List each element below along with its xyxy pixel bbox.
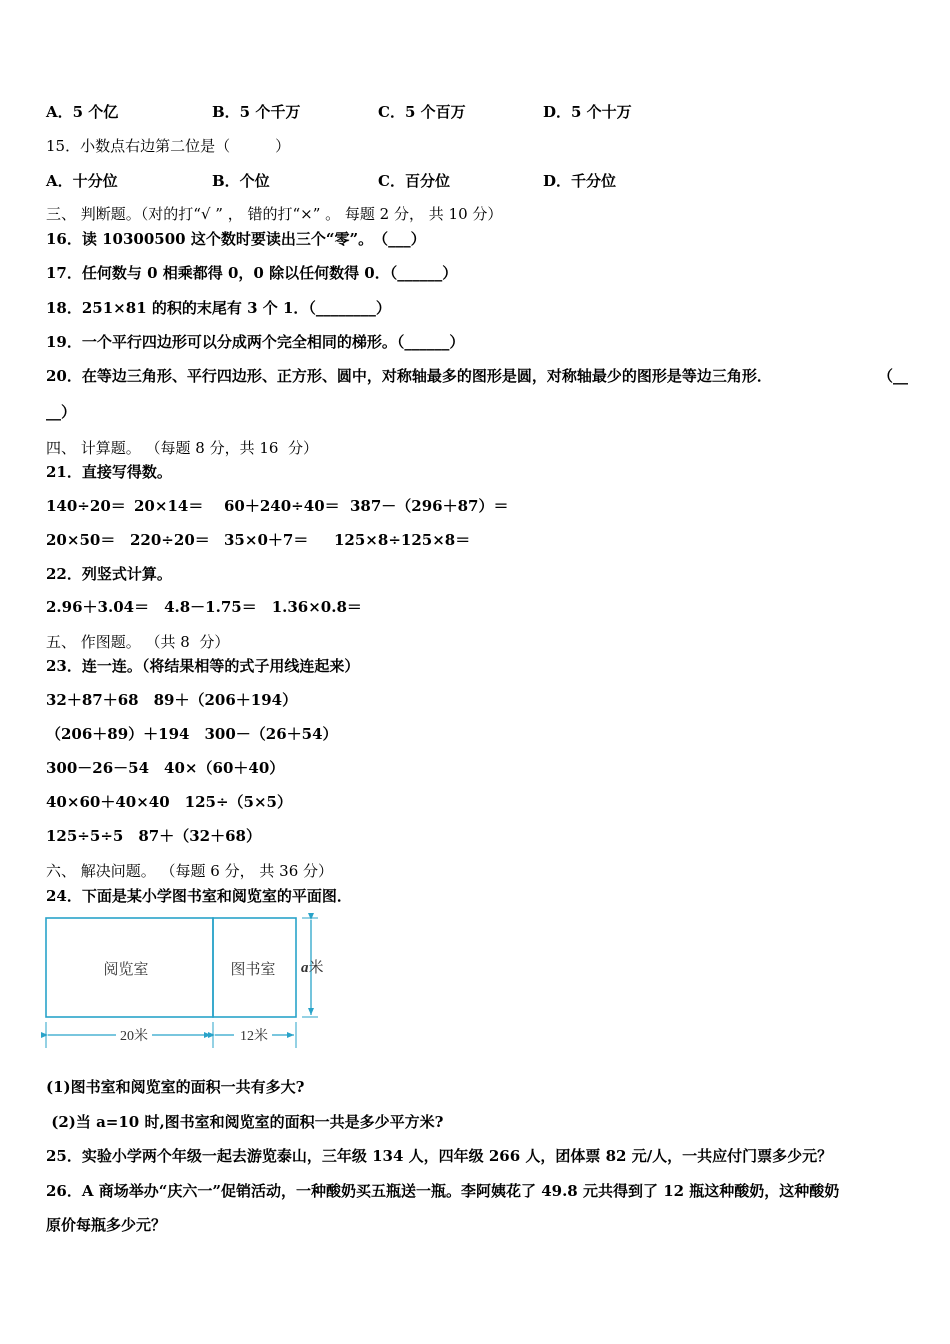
q14-option-c: C．5 个百万 — [378, 103, 466, 121]
width-a-label: 20米 — [120, 1029, 148, 1044]
q26-line1: 26．A 商场举办“庆六一”促销活动，一种酸奶买五瓶送一瓶。李阿姨花了 49.8 元共得到了 12 瓶这种酸奶，这种酸奶 — [46, 1182, 840, 1200]
height-label — [301, 959, 324, 976]
section5-heading: 五、 作图题。 （共 8 分） — [46, 633, 230, 651]
q23-pair-5: 125÷5÷5 87＋（32＋68） — [46, 827, 261, 845]
q20-blank-start: （__ — [878, 367, 909, 385]
width-b-label: 12米 — [240, 1029, 268, 1044]
q24-part1: (1)图书室和阅览室的面积一共有多大? — [46, 1078, 305, 1096]
q14-option-d: D．5 个十万 — [543, 103, 632, 121]
q21-r2-c4: 125×8÷125×8＝ — [334, 531, 471, 549]
q20-line1: 20．在等边三角形、平行四边形、正方形、圆中，对称轴最多的图形是圆，对称轴最少的图形是等边三角形． — [46, 367, 772, 385]
q20-line2: __） — [46, 403, 77, 421]
q18: 18．251×81 的积的末尾有 3 个 1．（________） — [46, 299, 391, 317]
q26-line2: 原价每瓶多少元？ — [46, 1216, 167, 1234]
section3-heading: 三、 判断题。（对的打“√ ” ， 错的打“×” 。 每题 2 分， 共 10 分） — [46, 205, 503, 223]
height-var: a — [301, 960, 309, 976]
section4-heading: 四、 计算题。 （每题 8 分，共 16 分） — [46, 439, 319, 457]
q15-option-a: A．十分位 — [46, 172, 118, 190]
section6-heading: 六、 解决问题。 （每题 6 分， 共 36 分） — [46, 862, 334, 880]
q21-r1-c1: 140÷20＝ — [46, 497, 126, 515]
q23-pair-4: 40×60＋40×40 125÷（5×5） — [46, 793, 292, 811]
q23-pair-3: 300－26－54 40×（60＋40） — [46, 759, 285, 777]
q21-r1-c3: 60＋240÷40＝ — [224, 497, 340, 515]
height-unit: 米 — [308, 960, 324, 976]
q19: 19．一个平行四边形可以分成两个完全相同的梯形。（______） — [46, 333, 465, 351]
floor-plan-diagram — [40, 910, 340, 1059]
q14-option-b: B．5 个千万 — [212, 103, 301, 121]
q24: 24．下面是某小学图书室和阅览室的平面图． — [46, 887, 352, 905]
q21-r2-c2: 220÷20＝ — [130, 531, 210, 549]
q22-row: 2.96＋3.04＝ 4.8－1.75＝ 1.36×0.8＝ — [46, 598, 362, 616]
q22: 22．列竖式计算。 — [46, 565, 172, 583]
q21: 21．直接写得数。 — [46, 463, 172, 481]
library-label: 图书室 — [230, 962, 276, 978]
q21-r2-c3: 35×0＋7＝ — [224, 531, 309, 549]
q23-pair-1: 32＋87＋68 89＋（206＋194） — [46, 691, 298, 709]
q21-r1-c4: 387－（296＋87）＝ — [350, 497, 509, 515]
q23: 23．连一连。（将结果相等的式子用线连起来） — [46, 657, 360, 675]
q15-stem: 15．小数点右边第二位是（ ） — [46, 137, 291, 155]
q24-part2: (2)当 a=10 时,图书室和阅览室的面积一共是多少平方米? — [46, 1113, 444, 1131]
q21-r1-c2: 20×14＝ — [134, 497, 204, 515]
reading-room-label: 阅览室 — [103, 962, 149, 978]
q25: 25．实验小学两个年级一起去游览泰山，三年级 134 人，四年级 266 人，团体票 82 元/人，一共应付门票多少元？ — [46, 1147, 833, 1165]
q15-option-c: C．百分位 — [378, 172, 450, 190]
q23-pair-2: （206＋89）＋194 300－（26＋54） — [46, 725, 338, 743]
q16: 16．读 10300500 这个数时要读出三个“零”。 （___） — [46, 230, 426, 248]
q21-r2-c1: 20×50＝ — [46, 531, 116, 549]
q17: 17．任何数与 0 相乘都得 0，0 除以任何数得 0．（______） — [46, 264, 458, 282]
q14-option-a: A．5 个亿 — [46, 103, 119, 121]
q15-option-b: B．个位 — [212, 172, 270, 190]
q15-option-d: D．千分位 — [543, 172, 617, 190]
